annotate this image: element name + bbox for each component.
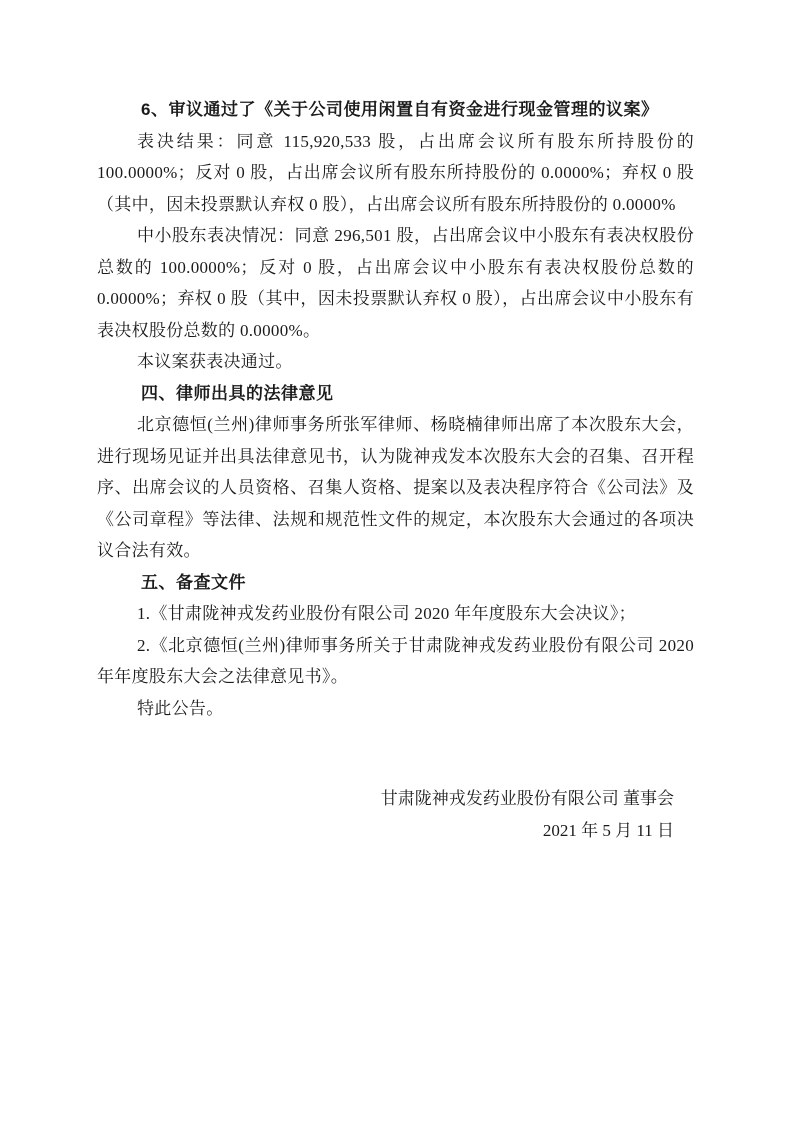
- paragraph-resolution-passed: 本议案获表决通过。: [137, 352, 293, 371]
- section-heading-legal-opinion: 四、律师出具的法律意见: [141, 383, 334, 403]
- paragraph-closing-announcement: 特此公告。: [137, 698, 224, 718]
- signature-block: [97, 783, 694, 847]
- paragraph-legal-opinion: 北京德恒(兰州)律师事务所张军律师、杨晓楠律师出席了本次股东大会，进行现场见证并出具法律意见书，认为陇神戎发本次股东大会的召集、召开程序、出席会议的人员资格、召集人资格、提案以及表决程序符合《公司法》及《公司章程》等法律、法规和规范性文件的规定，本次股东大会通过的各项决议合法有效。: [97, 415, 694, 560]
- section-heading-item-6: 6、审议通过了《关于公司使用闲置自有资金进行现金管理的议案》: [141, 100, 659, 119]
- paragraph-minority-shareholders-vote-result: 中小股东表决情况：同意 296,501 股，占出席会议中小股东有表决权股份总数的 100.0000%；反对 0 股，占出席会议中小股东有表决权股份总数的 0.0000%；弃权 0 股（其中，因未投票默认弃权 0 股），占出席会议中小股东有表决权股份总数的 0.0000%。: [97, 226, 694, 340]
- reference-document-item-2: 2.《北京德恒(兰州)律师事务所关于甘肃陇神戎发药业股份有限公司 2020 年年度股东大会之法律意见书》。: [97, 635, 694, 686]
- signature-company: 甘肃陇神戎发药业股份有限公司 董事会: [380, 789, 674, 808]
- reference-document-item-1: 1.《甘肃陇神戎发药业股份有限公司 2020 年年度股东大会决议》；: [137, 604, 636, 623]
- signature-date: 2021 年 5 月 11 日: [542, 821, 674, 840]
- paragraph-all-shareholders-vote-result: 表决结果：同意 115,920,533 股，占出席会议所有股东所持股份的 100.0000%；反对 0 股，占出席会议所有股东所持股份的 0.0000%；弃权 0 股（其中，因未投票默认弃权 0 股），占出席会议所有股东所持股份的 0.0000%: [97, 131, 694, 214]
- announcement-content: [97, 94, 694, 847]
- section-heading-reference-documents: 五、备查文件: [141, 572, 246, 592]
